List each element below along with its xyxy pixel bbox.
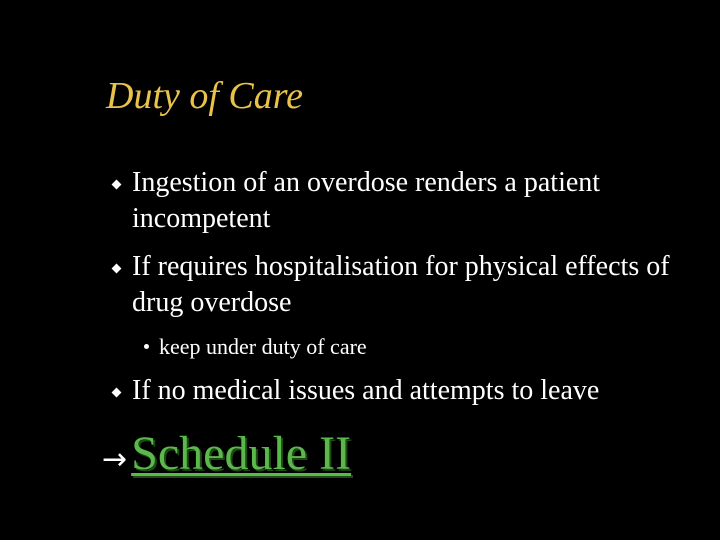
bullet-text: Ingestion of an overdose renders a patient incompetent [132,167,601,234]
dot-bullet-icon [144,344,149,349]
bullet-text: If requires hospitalisation for physical effects of drug overdose [132,251,670,318]
sub-bullet-item [140,333,367,361]
right-arrow-icon: → [102,442,128,477]
sub-bullet-text: keep under duty of care [159,334,367,359]
diamond-bullet-icon [106,249,126,285]
slide-title: Duty of Care [106,75,304,117]
bullet-text: If no medical issues and attempts to leave [132,375,600,406]
arrow-row [102,428,351,488]
diamond-bullet-icon [106,165,126,201]
schedule-ii-link[interactable]: Schedule II [131,427,352,480]
diamond-bullet-icon [106,373,126,409]
